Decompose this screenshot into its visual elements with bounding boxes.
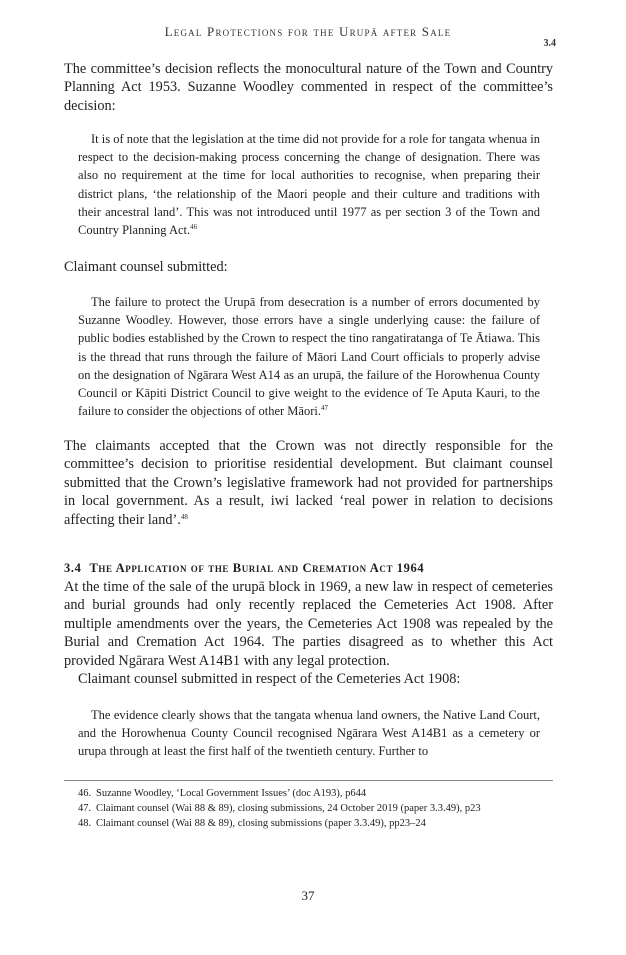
footnote-text: Claimant counsel (Wai 88 & 89), closing submissions (paper 3.3.49), pp23–24 [96, 818, 426, 829]
footnote-divider [64, 780, 553, 781]
footnote-ref-46: 46 [190, 223, 198, 232]
body-paragraph-2: Claimant counsel submitted: [64, 259, 228, 275]
section-heading-number: 3.4 [64, 561, 82, 575]
block-quote-1-text: It is of note that the legislation at the time did not provide for a role for tangata whenua in respect to the decision-making process concerning the change of designation. There was also no requirement at the time for local authorities to recognise, when preparing their district plans, ‘the relationship of the Maori people and their culture and traditions with their ancestral land’. This was not introduced until 1977 as per section 3 of the Town and Country Planning Act. [78, 132, 540, 238]
footnote-text: Suzanne Woodley, ‘Local Government Issues’ (doc A193), p644 [96, 788, 367, 799]
body-paragraph-1: The committee’s decision reflects the monocultural nature of the Town and Country Planning Act 1953. Suzanne Woodley commented in respect of the committee’s decision: [64, 61, 553, 114]
body-paragraph-3 [64, 437, 553, 529]
running-header: Legal Protections for the Urupā after Sale [164, 24, 452, 39]
footnotes-list [78, 786, 553, 831]
section-paragraph-1: At the time of the sale of the urupā block in 1969, a new law in respect of cemeteries and burial grounds had only recently replaced the Cemeteries Act 1908. After multiple amendments over the years, the Cemeteries Act 1908 was repealed by the Burial and Cremation Act 1964. The parties disagreed as to whether this Act provided Ngārara West A14B1 with any legal protection. [64, 579, 553, 669]
block-quote-2 [78, 293, 540, 420]
section-heading [64, 561, 424, 576]
section-paragraph-2: Claimant counsel submitted in respect of the Cemeteries Act 1908: [78, 671, 461, 687]
section-heading-title: The Application of the Burial and Cremation Act 1964 [89, 561, 425, 575]
footnote-number: 48. [78, 818, 92, 829]
footnote-46 [78, 786, 553, 801]
footnote-number: 47. [78, 803, 92, 814]
header-section-number: 3.4 [543, 38, 556, 49]
footnote-ref-48: 48 [180, 512, 188, 521]
block-quote-2-text: The failure to protect the Urupā from desecration is a number of errors documented by Suzanne Woodley. However, those errors have a single underlying cause: the failure of public bodies established by the Crown to respect the tino rangatiratanga of Te Ātiawa. This is the thread that runs through the failure of Māori Land Court officials to properly advise on the designation of Ngārara West A14 as an urupā, the failure of the Horowhenua County Council or Kāpiti District Council to give weight to the evidence of Te Aputa Kauri, to the failure to consider the objections of other Māori. [78, 295, 540, 419]
body-paragraph-3-text: The claimants accepted that the Crown was not directly responsible for the committee’s decision to prioritise residential development. But claimant counsel submitted that the Crown’s legislative framework had not provided for partnerships in local government. As a result, iwi lacked ‘real power in relation to decisions affecting their land’. [64, 438, 553, 528]
page-number: 37 [301, 888, 315, 903]
block-quote-3: The evidence clearly shows that the tangata whenua land owners, the Native Land Court, and the Horowhenua County Council recognised Ngārara West A14B1 as a cemetery or urupa through at least the first half of the twentieth century. Further to [78, 708, 540, 759]
footnote-text: Claimant counsel (Wai 88 & 89), closing submissions, 24 October 2019 (paper 3.3.49), p23 [96, 803, 481, 814]
footnote-48 [78, 816, 553, 831]
footnote-number: 46. [78, 788, 92, 799]
block-quote-1 [78, 130, 540, 239]
footnote-ref-47: 47 [320, 404, 328, 413]
footnote-47 [78, 801, 553, 816]
